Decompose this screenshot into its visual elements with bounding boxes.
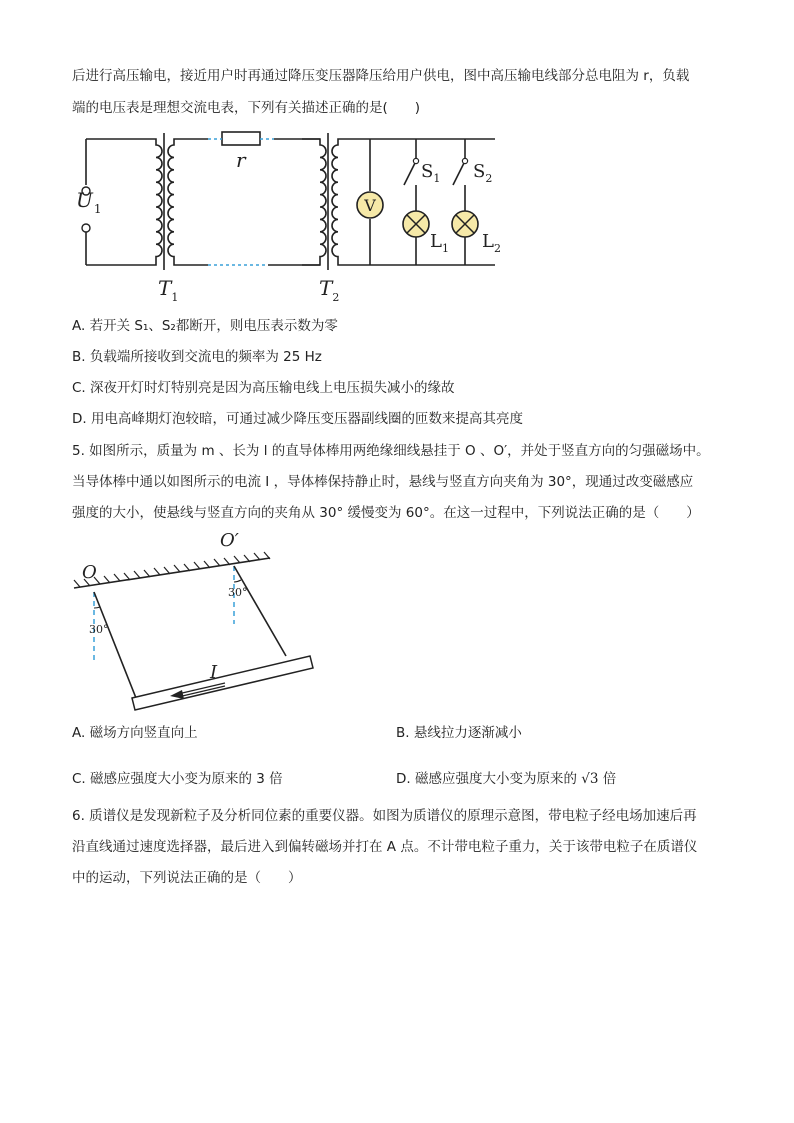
q5-stem-line-3: 强度的大小，使悬线与竖直方向的夹角从 30° 缓慢变为 60°。在这一过程中，下列说法正确的是（ ） <box>72 505 700 521</box>
angle-right-label: 30° <box>228 586 248 599</box>
transformer-t2-label: $T_2$ <box>319 276 340 304</box>
sqrt-three: √3 <box>581 771 599 787</box>
q4-option-b: B. 负载端所接收到交流电的频率为 25 Hz <box>72 349 322 365</box>
voltmeter-label: V <box>364 196 376 215</box>
q5-stem-line-2: 当导体棒中通以如图所示的电流 I ，导体棒保持静止时，悬线与竖直方向夹角为 30°，现通过改变磁感应 <box>72 474 694 490</box>
left-thread <box>94 592 136 698</box>
q5-option-d <box>396 769 616 789</box>
current-i-label: I <box>210 662 218 683</box>
switch-s2-label: $S_2$ <box>473 161 493 185</box>
q4-stem-line-2: 端的电压表是理想交流电表，下列有关描述正确的是( ) <box>72 100 421 116</box>
lamp-l1-label: $L_1$ <box>430 231 449 255</box>
lamp-l1-symbol <box>403 211 429 237</box>
point-o-label: O <box>82 562 97 583</box>
q6-stem-line-1: 6. 质谱仪是发现新粒子及分析同位素的重要仪器。如图为质谱仪的原理示意图，带电粒子经电场加速后再 <box>72 808 697 824</box>
q5-option-c: C. 磁感应强度大小变为原来的 3 倍 <box>72 771 283 787</box>
q4-option-a: A. 若开关 S₁、S₂都断开，则电压表示数为零 <box>72 318 338 334</box>
conductor-rod-figure <box>70 528 330 718</box>
voltage-u1-label: $U_1$ <box>76 188 102 216</box>
q5-option-a: A. 磁场方向竖直向上 <box>72 725 198 741</box>
q5-option-d-text: D. 磁感应强度大小变为原来的 <box>396 771 582 787</box>
switch-s1-label: $S_1$ <box>421 161 441 185</box>
angle-left-label: 30° <box>89 623 109 636</box>
lamp-l2-symbol <box>452 211 478 237</box>
terminal-bottom <box>82 224 90 232</box>
transformer-t1-label: $T_1$ <box>158 276 179 304</box>
q5-stem-line-1: 5. 如图所示，质量为 m 、长为 l 的直导体棒用两绝缘细线悬挂于 O 、O′，并处于竖直方向的匀强磁场中。 <box>72 443 710 459</box>
right-thread <box>234 566 286 656</box>
q5-option-d-suffix: 倍 <box>598 771 617 787</box>
resistor-r-label: r <box>236 148 246 172</box>
q6-stem-line-3: 中的运动，下列说法正确的是（ ） <box>72 870 302 886</box>
lamp-l2-label: $L_2$ <box>482 231 501 255</box>
q4-stem-line-1: 后进行高压输电，接近用户时再通过降压变压器降压给用户供电，图中高压输电线部分总电阻为 r，负载 <box>72 68 690 84</box>
ceiling-hatching <box>74 552 270 587</box>
point-o-prime-label: O′ <box>220 530 239 551</box>
q5-option-b: B. 悬线拉力逐渐减小 <box>396 725 522 741</box>
q4-option-d: D. 用电高峰期灯泡较暗，可通过减少降压变压器副线圈的匝数来提高其亮度 <box>72 411 523 427</box>
transformer-circuit-figure <box>70 125 510 310</box>
q4-option-c: C. 深夜开灯时灯特别亮是因为高压输电线上电压损失减小的缘故 <box>72 380 455 396</box>
q6-stem-line-2: 沿直线通过速度选择器，最后进入到偏转磁场并打在 A 点。不计带电粒子重力，关于该带电粒子在质谱仪 <box>72 839 698 855</box>
